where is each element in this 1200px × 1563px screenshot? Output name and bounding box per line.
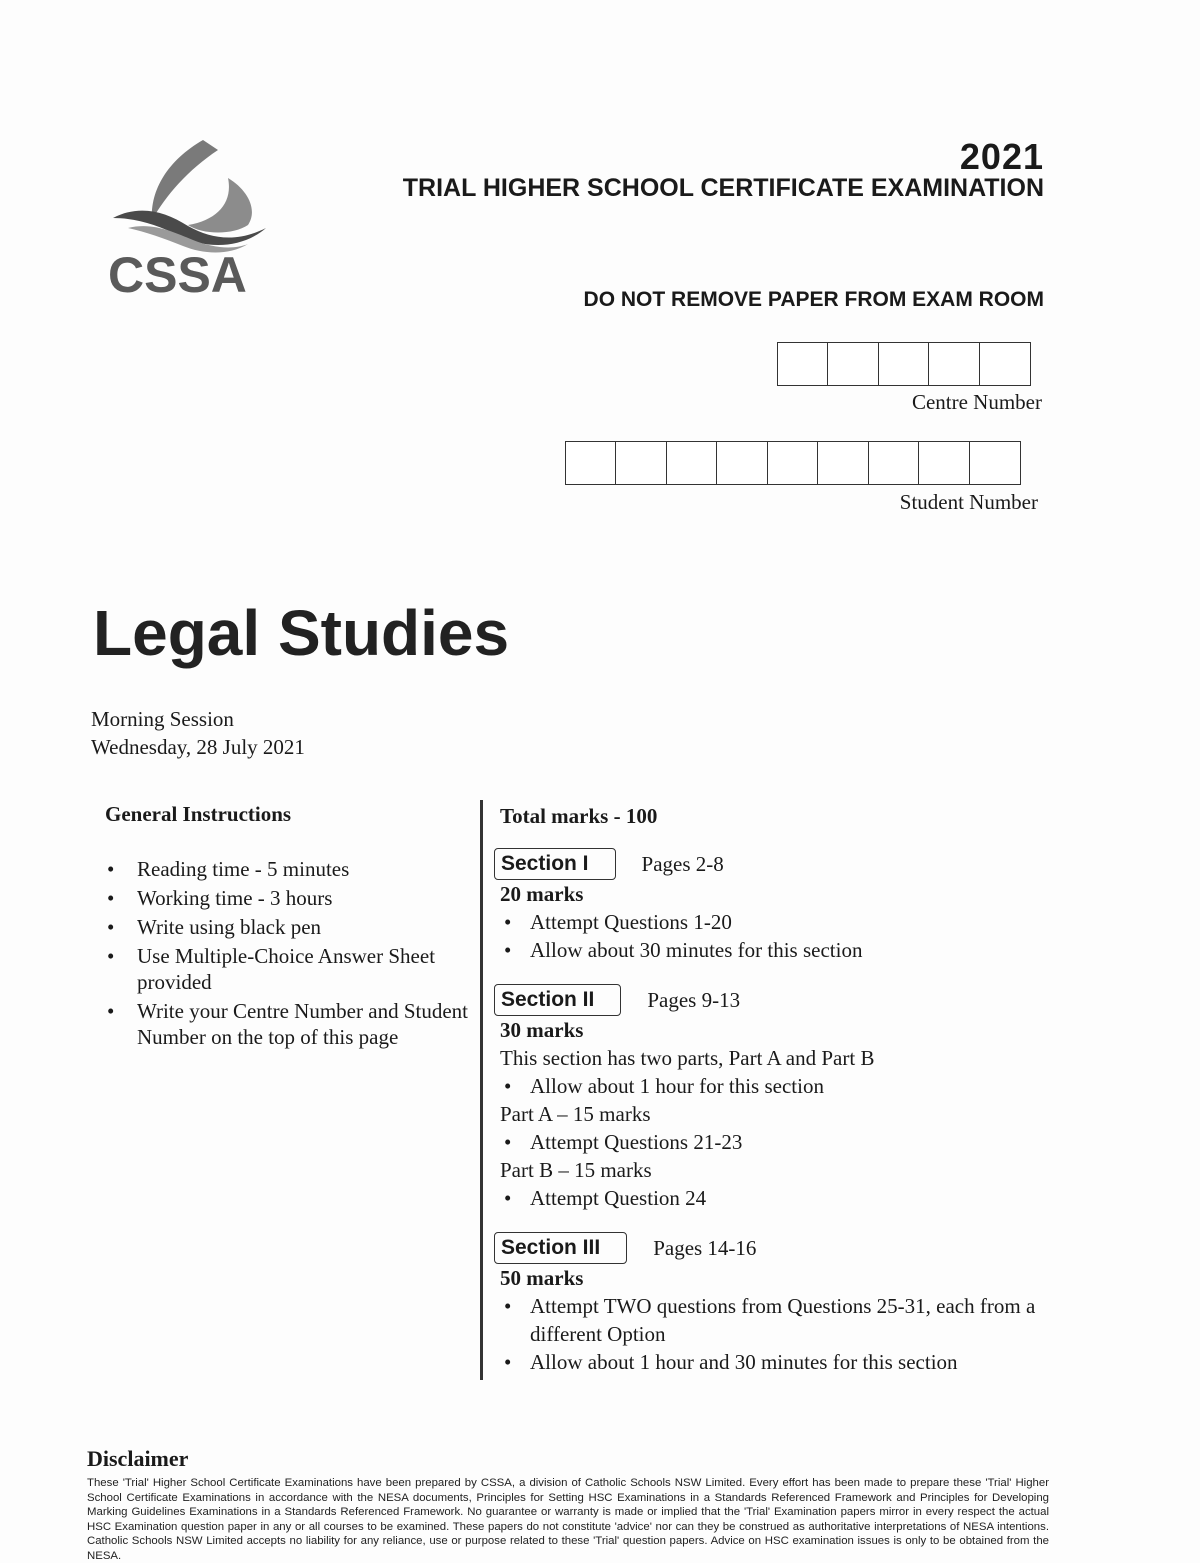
section-line: Part A – 15 marks xyxy=(500,1102,651,1126)
section-label: Section II xyxy=(494,984,621,1016)
student-number-box[interactable] xyxy=(918,441,970,485)
session-date: Wednesday, 28 July 2021 xyxy=(91,735,305,759)
sections-list xyxy=(500,848,1100,1376)
section-pages: Pages 2-8 xyxy=(641,852,724,876)
centre-number-box[interactable] xyxy=(979,342,1031,386)
section-bullet: • Attempt Question 24 xyxy=(500,1184,1100,1212)
student-number-box[interactable] xyxy=(716,441,768,485)
centre-number-boxes[interactable] xyxy=(778,342,1031,386)
section-bullet: • Allow about 1 hour for this section xyxy=(500,1072,1100,1100)
centre-number-box[interactable] xyxy=(878,342,930,386)
section-pages: Pages 14-16 xyxy=(653,1236,757,1260)
student-number-box[interactable] xyxy=(817,441,869,485)
instruction-item: • Working time - 3 hours xyxy=(105,885,475,911)
section-line: Part B – 15 marks xyxy=(500,1158,652,1182)
centre-number-box[interactable] xyxy=(777,342,829,386)
instruction-item: • Use Multiple-Choice Answer Sheet provided xyxy=(105,943,475,995)
session-name: Morning Session xyxy=(91,707,234,731)
section-block xyxy=(500,984,1100,1212)
section-bullet: • Attempt Questions 1-20 xyxy=(500,908,1100,936)
section-bullet: • Attempt Questions 21-23 xyxy=(500,1128,1100,1156)
centre-number-label: Centre Number xyxy=(911,390,1042,414)
section-label: Section I xyxy=(494,848,616,880)
student-number-box[interactable] xyxy=(969,441,1021,485)
student-number-label: Student Number xyxy=(899,490,1038,514)
section-header xyxy=(500,1232,1100,1264)
logo-swoosh-leaf xyxy=(188,178,252,233)
logo-text: CSSA xyxy=(108,247,247,300)
student-number-box[interactable] xyxy=(565,441,617,485)
section-pages: Pages 9-13 xyxy=(647,988,741,1012)
student-number-boxes[interactable] xyxy=(566,441,1021,485)
exam-title: TRIAL HIGHER SCHOOL CERTIFICATE EXAMINATION xyxy=(402,174,1044,202)
section-header xyxy=(500,848,1100,880)
cssa-logo xyxy=(108,140,278,300)
centre-number-box[interactable] xyxy=(827,342,879,386)
exam-room-notice: DO NOT REMOVE PAPER FROM EXAM ROOM xyxy=(583,288,1044,311)
student-number-box[interactable] xyxy=(615,441,667,485)
section-marks: 20 marks xyxy=(500,882,584,906)
centre-number-box[interactable] xyxy=(928,342,980,386)
section-bullet: • Attempt TWO questions from Questions 25-31, each from a different Option xyxy=(500,1292,1100,1348)
general-instructions-list xyxy=(105,856,475,1053)
disclaimer-heading: Disclaimer xyxy=(87,1446,189,1471)
logo-swoosh-upper xyxy=(152,140,218,220)
section-marks: 30 marks xyxy=(500,1018,584,1042)
student-number-box[interactable] xyxy=(868,441,920,485)
instruction-item: • Reading time - 5 minutes xyxy=(105,856,475,882)
section-marks: 50 marks xyxy=(500,1266,584,1290)
student-number-box[interactable] xyxy=(666,441,718,485)
student-number-box[interactable] xyxy=(767,441,819,485)
subject-title: Legal Studies xyxy=(93,597,510,669)
section-line: This section has two parts, Part A and Part B xyxy=(500,1046,875,1070)
disclaimer-text: These 'Trial' Higher School Certificate Examinations have been prepared by CSSA, a division of Catholic Schools NSW Limited. Every effort has been made to prepare these 'Trial' Higher School Certificate Examinations in accordance with the NESA documents, Principles for Setting HSC Examinations in a Standards Referenced Framework and Principles for Developing Marking Guidelines Examinations in a Standards Referenced Framework. No guarantee or warranty is made or implied that the 'Trial' Examination papers mirror in every respect the actual HSC Examination question paper in any or all courses to be examined. These papers do not constitute 'advice' nor can they be construed as authoritative interpretations of NESA intentions. Catholic Schools NSW Limited accepts no liability for any reliance, use or purpose related to these 'Trial' question papers. Advice on HSC examination issues is only to be obtained from the NESA. xyxy=(87,1477,1049,1562)
instruction-item: • Write using black pen xyxy=(105,914,475,940)
general-instructions-heading: General Instructions xyxy=(105,802,292,826)
section-bullet: • Allow about 30 minutes for this section xyxy=(500,936,1100,964)
marks-info xyxy=(500,802,1100,1396)
instruction-item: • Write your Centre Number and Student Number on the top of this page xyxy=(105,998,475,1050)
section-header xyxy=(500,984,1100,1016)
total-marks: Total marks - 100 xyxy=(500,804,658,828)
section-block xyxy=(500,1232,1100,1376)
exam-year: 2021 xyxy=(959,136,1044,177)
session-info xyxy=(91,705,305,761)
section-label: Section III xyxy=(494,1232,627,1264)
section-bullet: • Allow about 1 hour and 30 minutes for this section xyxy=(500,1348,1100,1376)
section-block xyxy=(500,848,1100,964)
column-divider xyxy=(480,800,483,1380)
